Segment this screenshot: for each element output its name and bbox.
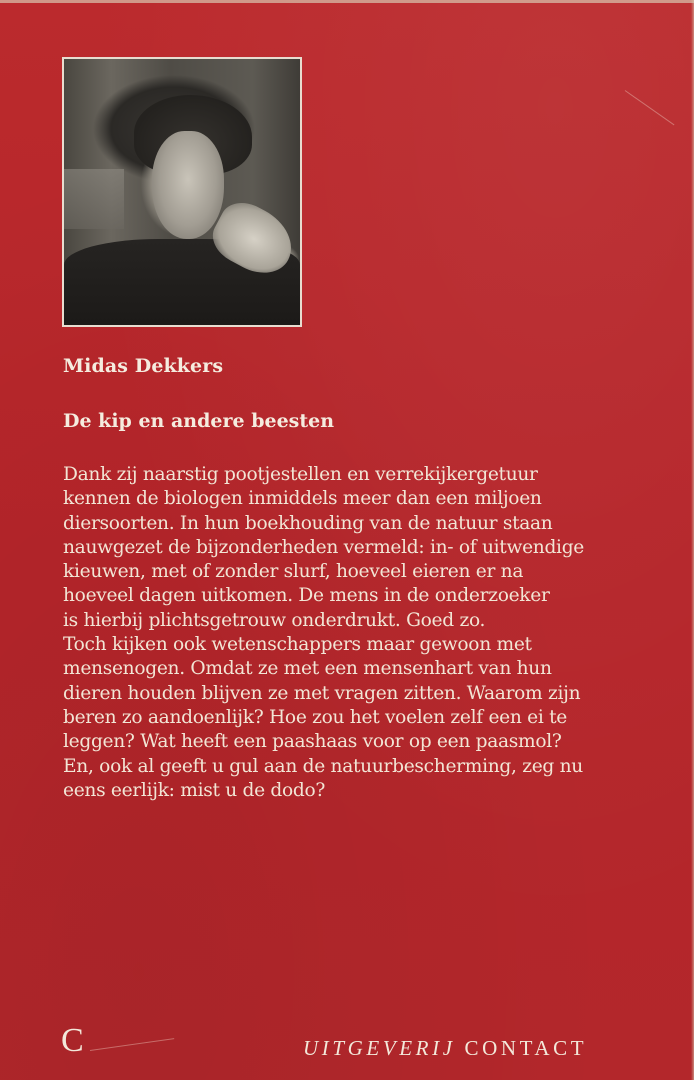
blurb-line: dieren houden blijven ze met vragen zitten. Waarom zijn: [63, 682, 581, 704]
blurb-line: eens eerlijk: mist u de dodo?: [63, 779, 326, 801]
blurb-line: beren zo aandoenlijk? Hoe zou het voelen zelf een ei te: [63, 706, 567, 728]
blurb-line: is hierbij plichtsgetrouw onderdrukt. Goed zo.: [63, 609, 486, 631]
blurb-line: mensenogen. Omdat ze met een mensenhart van hun: [63, 658, 552, 680]
book-title: De kip en andere beesten: [63, 410, 335, 432]
blurb-line: kieuwen, met of zonder slurf, hoeveel eieren er na: [63, 561, 524, 583]
cover-scuff-mark: [625, 90, 675, 125]
blurb-line: Toch kijken ook wetenschappers maar gewoon met: [63, 634, 532, 656]
blurb-line: nauwgezet de bijzonderheden vermeld: in- of uitwendige: [63, 536, 585, 558]
blurb-line: diersoorten. In hun boekhouding van de natuur staan: [63, 512, 553, 534]
author-name: Midas Dekkers: [63, 355, 224, 377]
cover-scuff-mark: [90, 1038, 174, 1051]
blurb-text: [63, 463, 663, 803]
cover-top-edge: [0, 0, 694, 3]
author-photo: [62, 57, 302, 327]
blurb-line: En, ook al geeft u gul aan de natuurbescherming, zeg nu: [63, 755, 583, 777]
blurb-line: Dank zij naarstig pootjestellen en verrekijkergetuur: [63, 464, 538, 485]
publisher-name: [303, 1036, 587, 1061]
publisher-name-main: CONTACT: [464, 1036, 588, 1060]
publisher-name-prefix: UITGEVERIJ: [303, 1036, 456, 1060]
photo-background-shelf: [64, 169, 124, 229]
blurb-line: leggen? Wat heeft een paashaas voor op een paasmol?: [63, 731, 562, 753]
blurb-line: kennen de biologen inmiddels meer dan een miljoen: [63, 488, 542, 510]
photo-face: [152, 131, 224, 239]
blurb-line: hoeveel dagen uitkomen. De mens in de onderzoeker: [63, 585, 550, 607]
publisher-logo: C: [61, 1022, 84, 1059]
